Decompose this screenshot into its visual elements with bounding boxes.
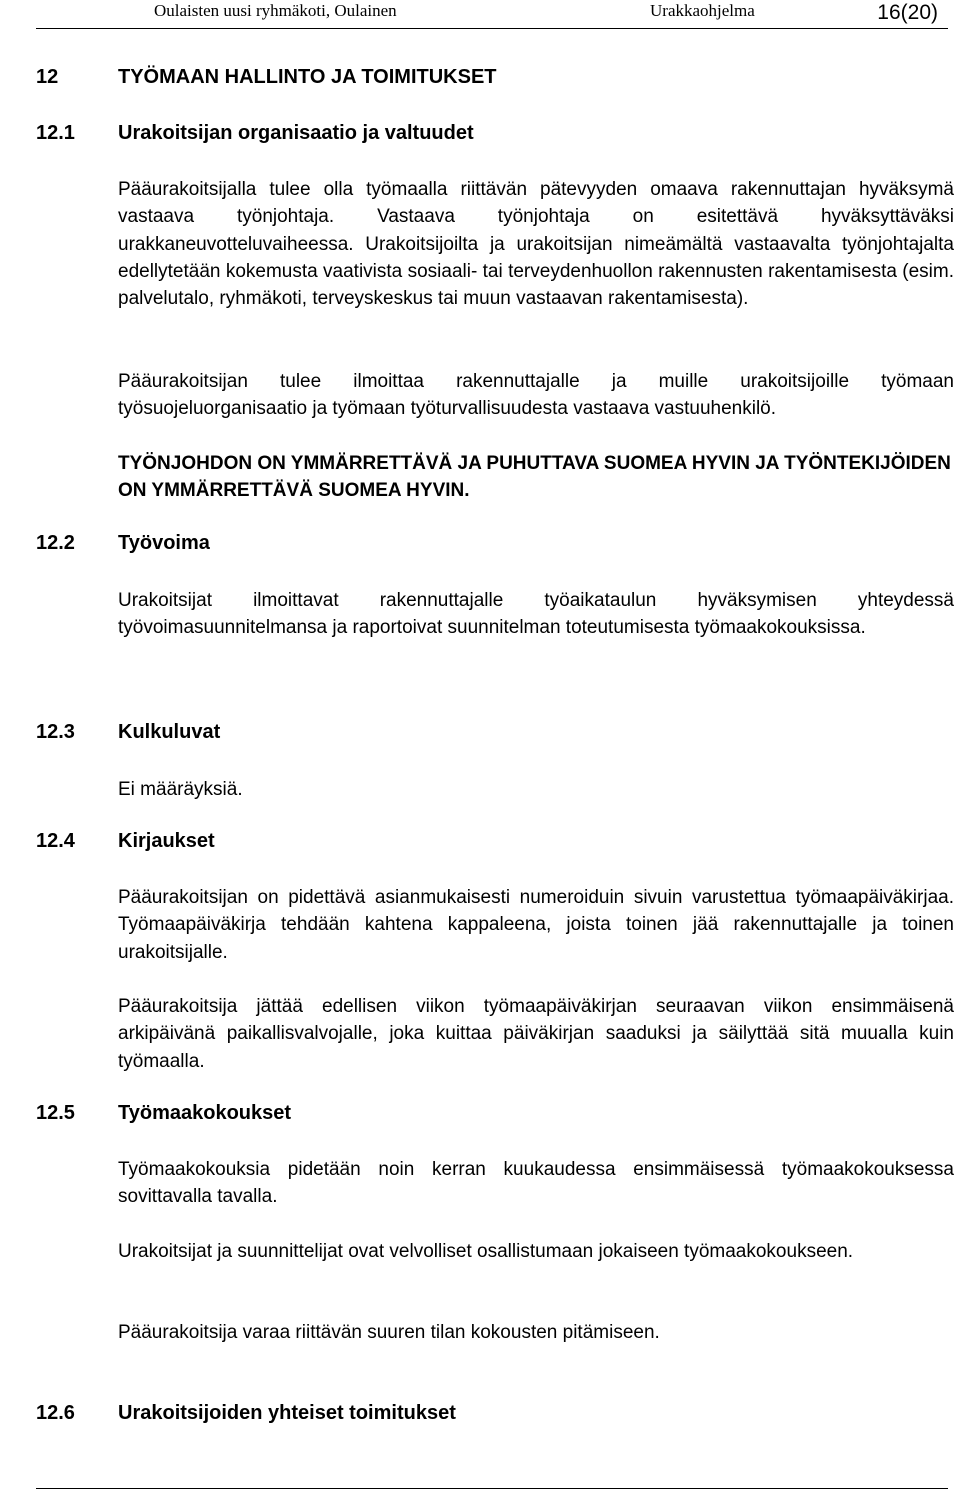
heading-title: Urakoitsijan organisaatio ja valtuudet bbox=[118, 122, 474, 144]
header-project-name: Oulaisten uusi ryhmäkoti, Oulainen bbox=[154, 1, 397, 20]
heading-number: 12.4 bbox=[36, 830, 75, 852]
page-header bbox=[36, 0, 948, 29]
heading-title: Urakoitsijoiden yhteiset toimitukset bbox=[118, 1402, 456, 1424]
header-document-name: Urakkaohjelma bbox=[650, 1, 755, 20]
heading-number: 12.6 bbox=[36, 1402, 75, 1424]
paragraph-12-5-3: Pääurakoitsija varaa riittävän suuren tilan kokousten pitämiseen. bbox=[118, 1322, 660, 1343]
heading-number: 12.5 bbox=[36, 1102, 75, 1124]
footer-divider bbox=[36, 1488, 948, 1489]
header-page-number: 16(20) bbox=[877, 1, 938, 24]
paragraph-12-5-1: Työmaakokouksia pidetään noin kerran kuukaudessa ensimmäisessä työmaakokouksessa sovittavalla tavalla. bbox=[118, 1159, 954, 1208]
paragraph-12-1-3: TYÖNJOHDON ON YMMÄRRETTÄVÄ JA PUHUTTAVA SUOMEA HYVIN JA TYÖNTEKIJÖIDEN ON YMMÄRRETTÄVÄ SUOMEA HYVIN. bbox=[118, 453, 951, 502]
heading-number: 12 bbox=[36, 66, 59, 88]
paragraph-12-4-2: Pääurakoitsija jättää edellisen viikon työmaapäiväkirjan seuraavan viikon ensimmäisenä arkipäivänä paikallisvalvojalle, joka kuittaa päiväkirjan saaduksi ja säilyttää sitä muualla kuin työmaalla. bbox=[118, 996, 954, 1072]
heading-title: Kulkuluvat bbox=[118, 721, 221, 743]
heading-number: 12.1 bbox=[36, 122, 75, 144]
paragraph-12-4-1: Pääurakoitsijan on pidettävä asianmukaisesti numeroiduin sivuin varustettua työmaapäiväkirjaa. Työmaapäiväkirja tehdään kahtena kappaleena, joista toinen jää rakennuttajalle ja toinen urakoitsijalle. bbox=[118, 887, 954, 963]
heading-title: TYÖMAAN HALLINTO JA TOIMITUKSET bbox=[118, 66, 497, 88]
paragraph-12-2-1: Urakoitsijat ilmoittavat rakennuttajalle työaikataulun hyväksymisen yhteydessä työvoimasuunnitelmansa ja raportoivat suunnitelman toteutumisesta työmaakokouksissa. bbox=[118, 590, 954, 639]
paragraph-12-5-2: Urakoitsijat ja suunnittelijat ovat velvolliset osallistumaan jokaiseen työmaakokoukseen. bbox=[118, 1241, 854, 1262]
heading-title: Työvoima bbox=[118, 532, 210, 554]
heading-title: Kirjaukset bbox=[118, 830, 215, 852]
paragraph-12-1-2: Pääurakoitsijan tulee ilmoittaa rakennuttajalle ja muille urakoitsijoille työmaan työsuojeluorganisaatio ja työmaan työturvallisuudesta vastaava vastuuhenkilö. bbox=[118, 371, 954, 420]
paragraph-12-1-1: Pääurakoitsijalla tulee olla työmaalla riittävän pätevyyden omaava rakennuttajan hyväksymä vastaava työnjohtaja. Vastaava työnjohtaja on esitettävä hyväksyttäväksi urakkaneuvotteluvaiheessa. Urakoitsijoilta ja urakoitsijan nimeämältä vastaavalta työnjohtajalta edellytetään kokemusta vaativista sosiaali- tai terveydenhuollon rakennusten rakentamisesta (esim. palvelutalo, ryhmäkoti, terveyskeskus tai muun vastaavan rakentamisesta). bbox=[118, 179, 954, 310]
paragraph-12-3-1: Ei määräyksiä. bbox=[118, 779, 243, 800]
heading-number: 12.3 bbox=[36, 721, 75, 743]
heading-number: 12.2 bbox=[36, 532, 75, 554]
heading-title: Työmaakokoukset bbox=[118, 1102, 292, 1124]
